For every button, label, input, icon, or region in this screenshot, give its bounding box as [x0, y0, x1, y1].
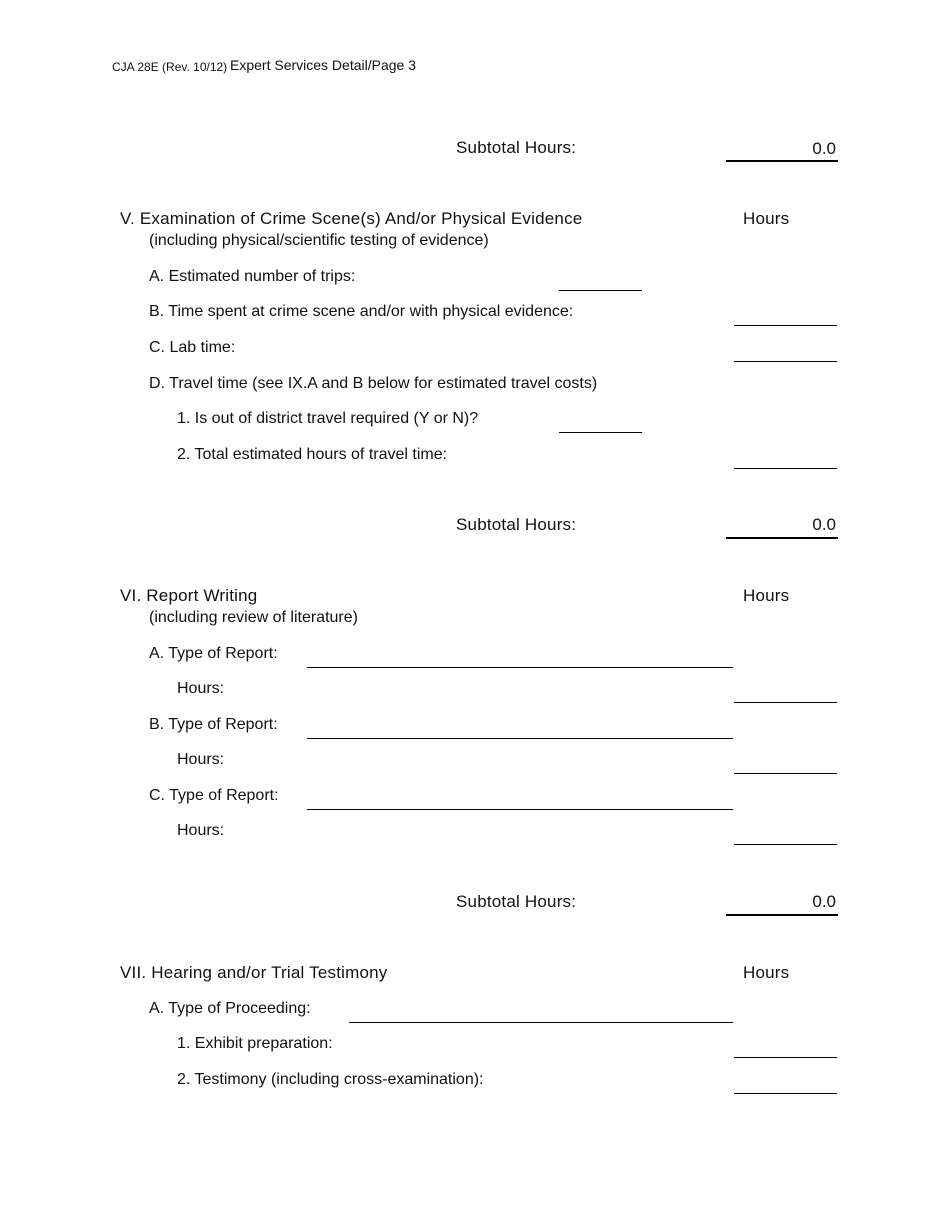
section-v-subtitle: (including physical/scientific testing of evidence) [149, 232, 489, 249]
report-c-hours-field[interactable] [734, 822, 837, 845]
proceeding-type-field[interactable] [349, 1000, 733, 1023]
out-of-district-travel-field[interactable] [559, 410, 642, 433]
section-vii-title: VII. Hearing and/or Trial Testimony [120, 963, 388, 982]
subtotal-value-v: 0.0 [812, 515, 836, 534]
report-b-type-field[interactable] [307, 716, 733, 739]
testimony-hours-field[interactable] [734, 1071, 837, 1094]
subtotal-label-top: Subtotal Hours: [456, 138, 577, 157]
section-vii-item-a2-label: 2. Testimony (including cross-examination): [177, 1071, 484, 1088]
section-vi-subtitle: (including review of literature) [149, 609, 358, 626]
section-vi-item-a-hours-label: Hours: [177, 680, 225, 697]
subtotal-underline-vi [726, 914, 838, 916]
section-vi-item-c-label: C. Type of Report: [149, 787, 279, 804]
form-code: CJA 28E (Rev. 10/12) [112, 60, 228, 74]
subtotal-label-v: Subtotal Hours: [456, 515, 577, 534]
page-title: Expert Services Detail/Page 3 [230, 57, 416, 73]
estimated-trips-field[interactable] [559, 268, 642, 291]
report-c-type-field[interactable] [307, 787, 733, 810]
section-v-item-d1-label: 1. Is out of district travel required (Y or N)? [177, 410, 479, 427]
section-vi-item-c-hours-label: Hours: [177, 822, 225, 839]
section-vii-item-a-label: A. Type of Proceeding: [149, 1000, 311, 1017]
report-a-hours-field[interactable] [734, 680, 837, 703]
report-b-hours-field[interactable] [734, 751, 837, 774]
subtotal-value-vi: 0.0 [812, 892, 836, 911]
subtotal-underline-top [726, 160, 838, 162]
section-vii-hours-header: Hours [743, 963, 790, 982]
section-vi-title: VI. Report Writing [120, 586, 258, 605]
section-v-item-c-label: C. Lab time: [149, 339, 236, 356]
lab-time-hours-field[interactable] [734, 339, 837, 362]
section-v-item-b-label: B. Time spent at crime scene and/or with physical evidence: [149, 303, 574, 320]
travel-hours-field[interactable] [734, 446, 837, 469]
subtotal-value-top: 0.0 [812, 139, 836, 158]
section-v-hours-header: Hours [743, 209, 790, 228]
section-v-item-d-label: D. Travel time (see IX.A and B below for estimated travel costs) [149, 375, 598, 392]
section-vii-item-a1-label: 1. Exhibit preparation: [177, 1035, 333, 1052]
exhibit-preparation-hours-field[interactable] [734, 1035, 837, 1058]
section-v-title: V. Examination of Crime Scene(s) And/or Physical Evidence [120, 209, 583, 228]
section-v-item-d2-label: 2. Total estimated hours of travel time: [177, 446, 448, 463]
section-vi-item-a-label: A. Type of Report: [149, 645, 278, 662]
report-a-type-field[interactable] [307, 645, 733, 668]
section-v-item-a-label: A. Estimated number of trips: [149, 268, 356, 285]
section-vi-item-b-label: B. Type of Report: [149, 716, 278, 733]
subtotal-label-vi: Subtotal Hours: [456, 892, 577, 911]
section-vi-item-b-hours-label: Hours: [177, 751, 225, 768]
crime-scene-hours-field[interactable] [734, 303, 837, 326]
subtotal-underline-v [726, 537, 838, 539]
section-vi-hours-header: Hours [743, 586, 790, 605]
